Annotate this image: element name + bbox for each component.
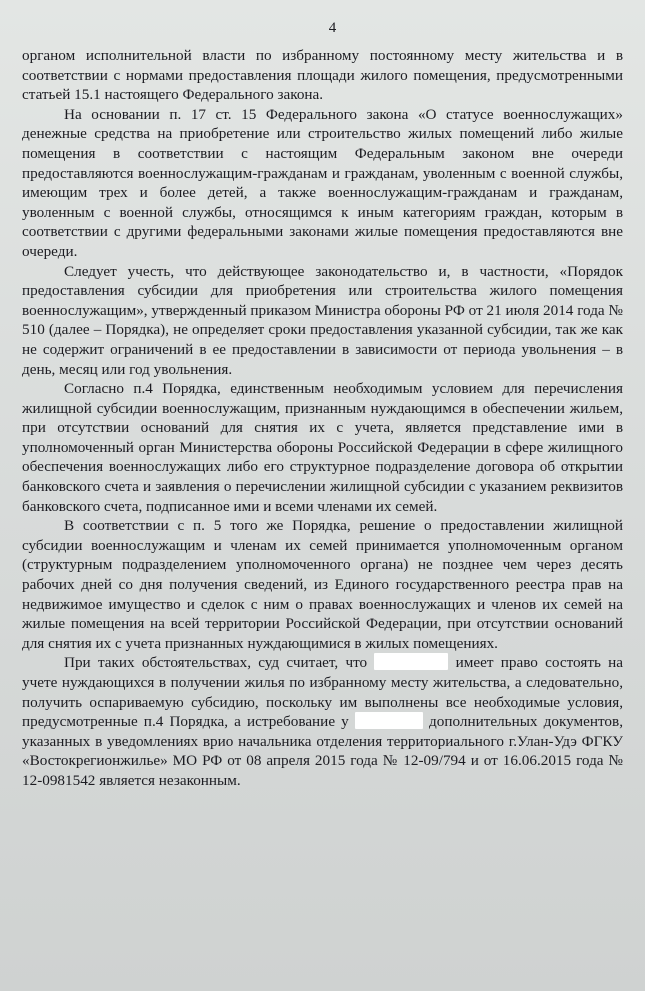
paragraph-4: Согласно п.4 Порядка, единственным необходимым условием для перечисления жилищной субсидии военнослужащим, признанным нуждающимся в обеспечении жильем, при отсутствии оснований для снятия их с учета, является представление ими в уполномоченный орган Министерства обороны Российской Федерации в сфере жилищного обеспечения военнослужащих либо его структурное подразделение договора об открытии банковского счета и заявления о перечислении жилищной субсидии с указанием реквизитов банковского счета, подписанное ими и всеми членами их семей. [22,380,623,515]
paragraph-6-part-2: имеет право состоять на учете нуждающихся в получении жилья по избранному месту жительства, а следовательно, получить оспариваемую субсидию, поскольку им выполнены все необходимые условия, предусмотренные п.4 Порядка, а истребование у [22,654,624,731]
page-number: 4 [328,20,337,36]
paragraph-3: Следует учесть, что действующее законодательство и, в частности, «Порядок предоставления субсидии для приобретения или строительства жилого помещения военнослужащим», утвержденный приказом Министра обороны РФ от 21 июля 2014 года № 510 (далее – Порядка), не определяет сроки предоставления указанной субсидии, так же как не содержит ограничений в ее предоставлении в зависимости от периода увольнения – в день, месяц или год увольнения. [22,262,623,378]
redaction-box [355,712,423,729]
paragraph-5: В соответствии с п. 5 того же Порядка, решение о предоставлении жилищной субсидии военнослужащим и членам их семей принимается уполномоченным органом (структурным подразделением уполномоченного органа) не позднее чем через десять рабочих дней со дня получения сведений, из Единого государственного реестра прав на недвижимое имущество и сделок с ним о правах военнослужащих и членов их семей на жилые помещения на всей территории Российской Федерации, при отсутствии оснований для снятия их с учета признанных нуждающимися в жилых помещениях. [22,517,623,652]
paragraph-6 [22,653,623,790]
paragraph-6-part-3: дополнительных документов, указанных в уведомлениях врио начальника отделения территориального г.Улан-Удэ ФГКУ «Востокрегионжилье» МО РФ от 08 апреля 2015 года № 12-09/794 и от 16.06.2015 года № 12-0981542 является незаконным. [22,713,623,789]
paragraph-2: На основании п. 17 ст. 15 Федерального закона «О статусе военнослужащих» денежные средства на приобретение или строительство жилых помещений либо жилые помещения в соответствии с настоящим Федеральным законом вне очереди предоставляются военнослужащим-гражданам и гражданам, уволенным с военной службы, имеющим трех и более детей, а также военнослужащим-гражданам и гражданам, уволенным с военной службы, относящимся к иным категориям граждан, которым в соответствии с другими федеральными законами жилые помещения предоставляются вне очереди. [22,105,623,260]
paragraph-6-part-1: При таких обстоятельствах, суд считает, что [64,654,368,672]
paragraph-1: органом исполнительной власти по избранному постоянному месту жительства и в соответствии с нормами предоставления площади жилого помещения, предусмотренными статьей 15.1 настоящего Федерального закона. [22,47,623,104]
redaction-box [374,653,448,670]
